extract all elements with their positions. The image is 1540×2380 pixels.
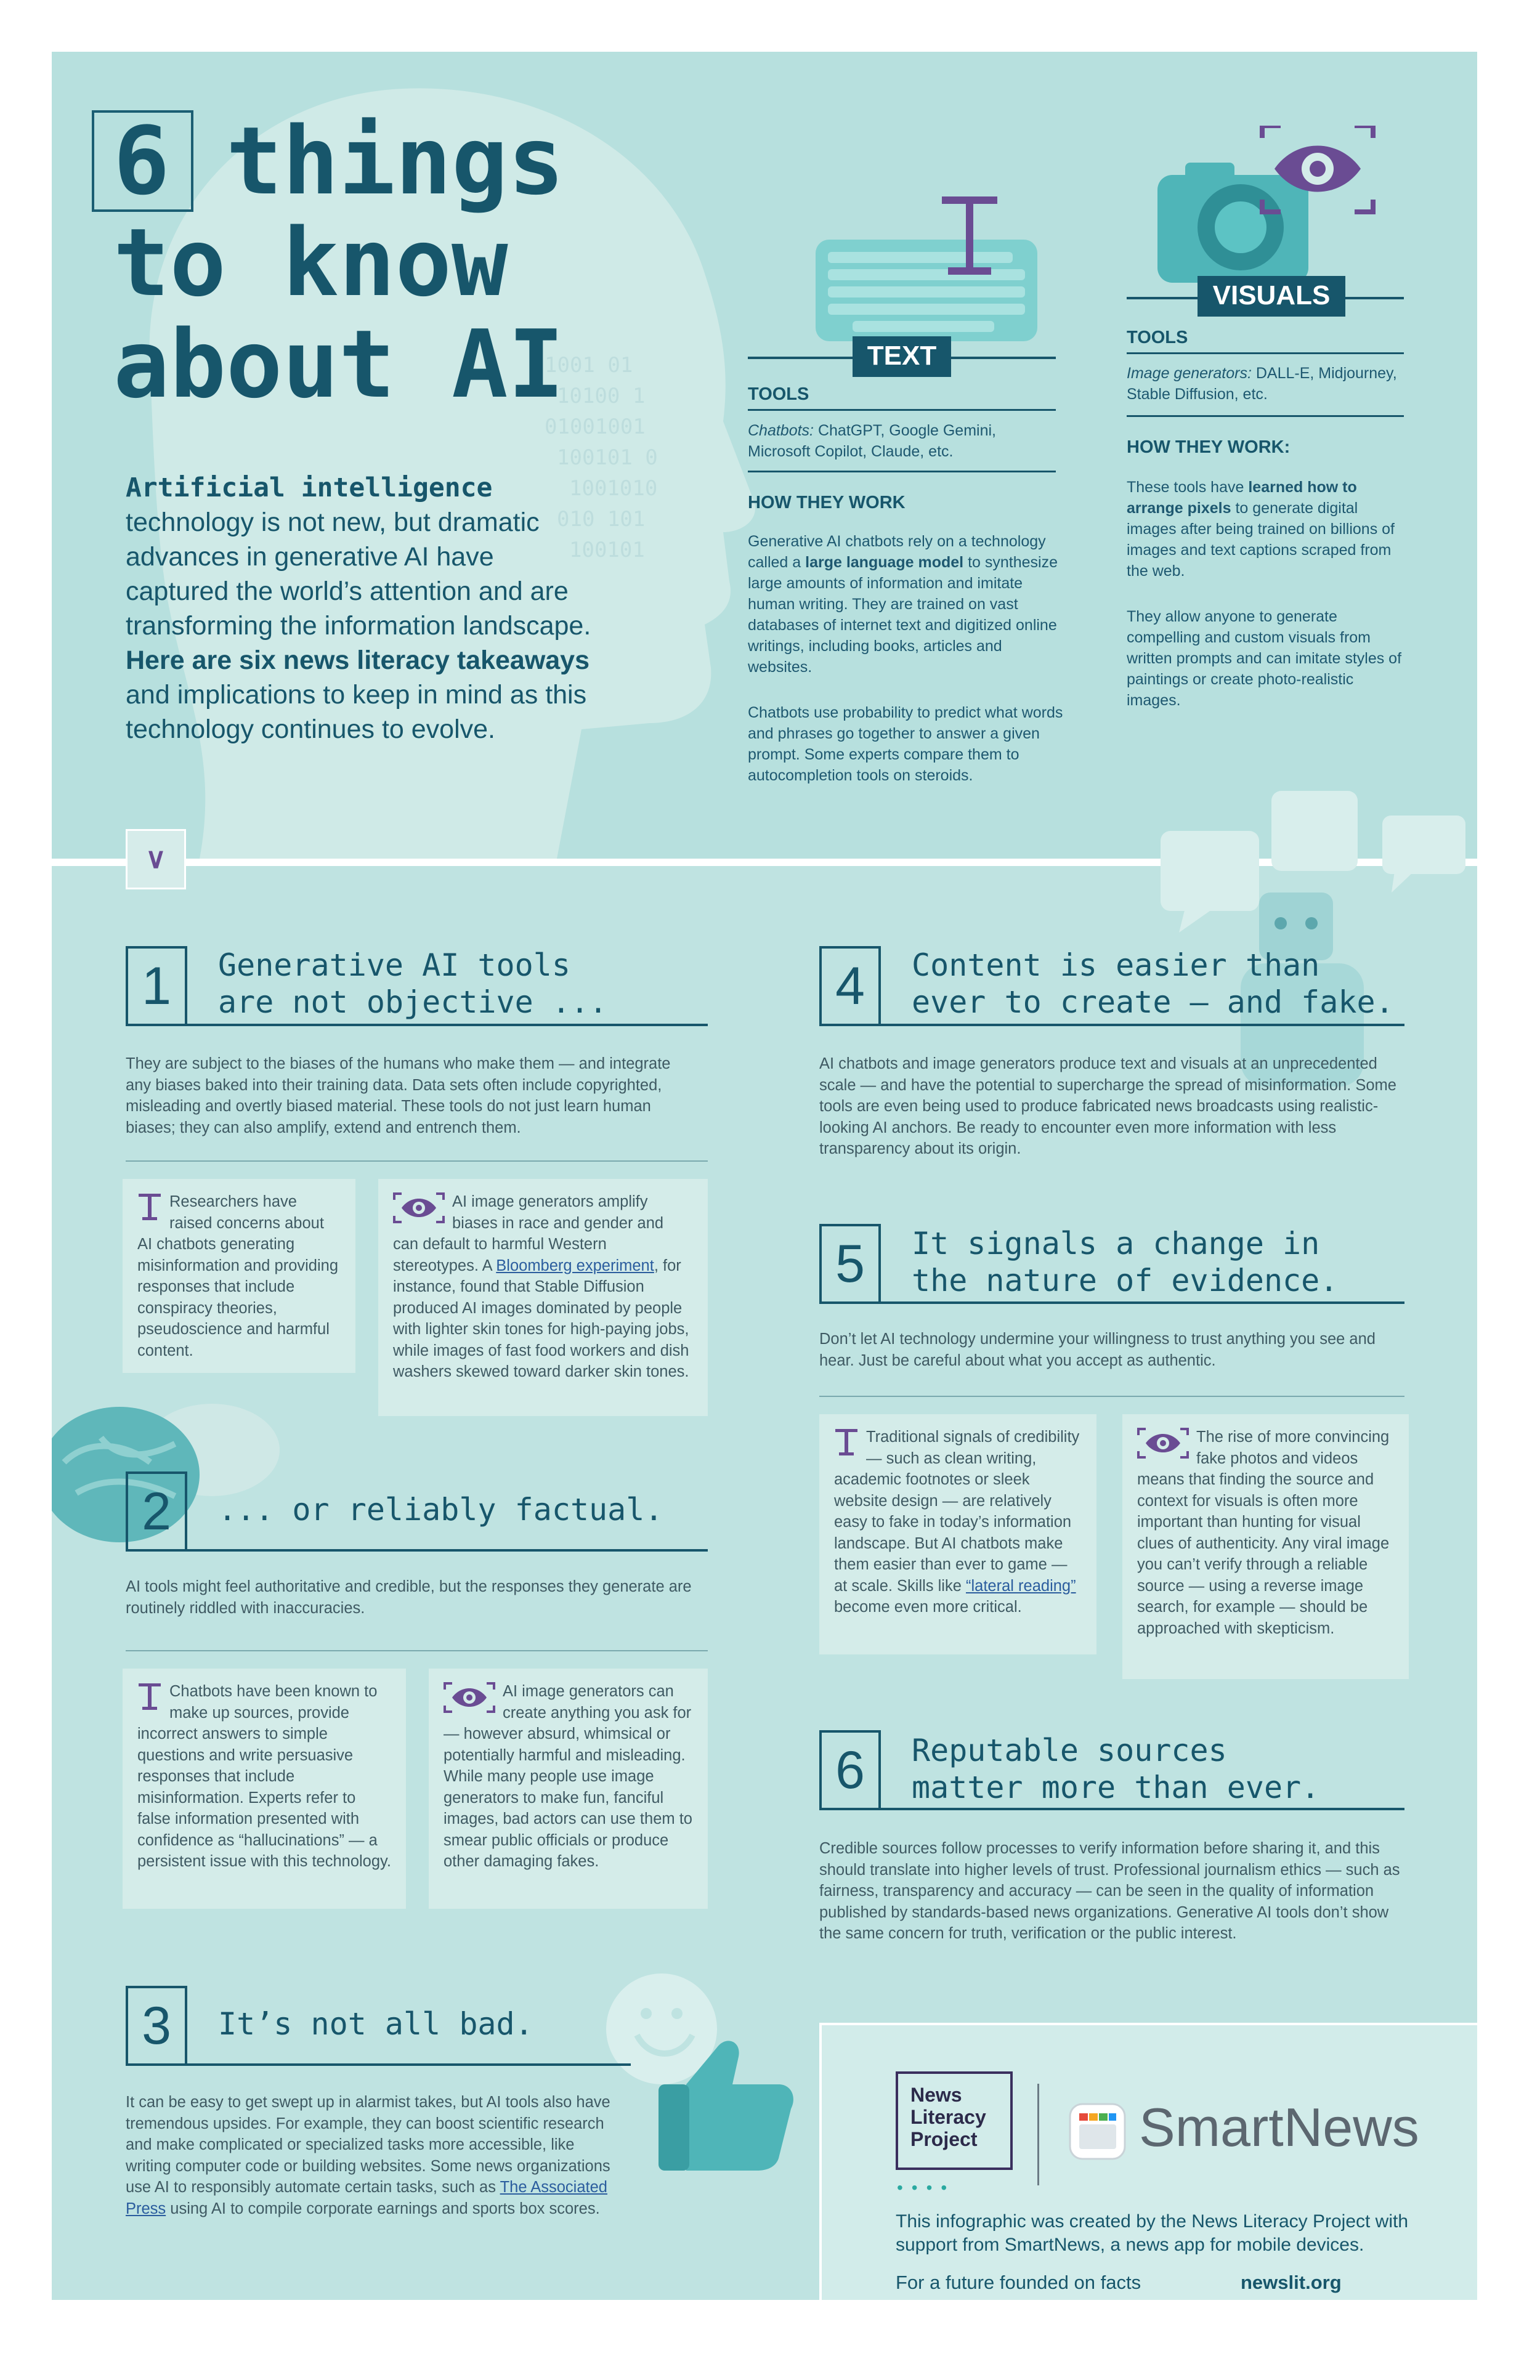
section-1-number: 1: [126, 946, 187, 1026]
svg-text:1001 01: 1001 01: [545, 353, 633, 378]
section-1-visual-card-text-a: AI image generators amplify biases in race and gender and can default to harmful Western stereotypes. A: [393, 1193, 664, 1274]
footer-tagline: For a future founded on facts: [896, 2272, 1141, 2293]
bloomberg-experiment-link[interactable]: Bloomberg experiment: [496, 1257, 654, 1274]
section-2-rule: [126, 1549, 708, 1552]
infographic-poster: [52, 52, 1477, 2300]
section-5-text-card-b: become even more critical.: [834, 1598, 1022, 1616]
section-4-rule: [819, 1024, 1404, 1026]
section-6-number: 6: [819, 1730, 881, 1810]
text-tools-names: ChatGPT, Google Gemini, Microsoft Copilot, Claude, etc.: [748, 422, 996, 460]
keyboard-illustration: [809, 190, 1044, 350]
section-3-body-b: using AI to compile corporate earnings and sports box scores.: [166, 2200, 600, 2217]
section-1-visual-card-text-b: , for instance, found that Stable Diffusion produced AI images dominated by people with lighter skin tones for high-paying jobs, while images of fast food workers and dish washers skewed toward darker skin tones.: [393, 1257, 689, 1380]
svg-text:10100 1: 10100 1: [557, 384, 646, 408]
text-badge: TEXT: [853, 336, 951, 377]
section-4-body: AI chatbots and image generators produce text and visuals at an unprecedented scale — and have the potential to supercharge the spread of misinformation. Some tools are even being used to produce fabricated news broadcasts using realistic-looking AI anchors. Be ready to encounter even more information with less transparency about its origin.: [819, 1055, 1396, 1157]
footer-credit: This infographic was created by the News Literacy Project with support from SmartNews, a news app for mobile devices.: [896, 2211, 1409, 2255]
section-6-title: Reputable sources matter more than ever.: [912, 1733, 1320, 1805]
nlp-logo-text: News Literacy Project: [910, 2084, 986, 2150]
text-cursor-icon: [137, 1192, 162, 1221]
text-how-paragraph-2: Chatbots use probability to predict what words and phrases go together to answer a given prompt. Some experts compare them to autocompletion tools on steroids.: [748, 704, 1063, 784]
visuals-badge: VISUALS: [1198, 276, 1345, 317]
page-title: [113, 107, 668, 419]
section-5-separator: [819, 1396, 1404, 1397]
svg-text:100101: 100101: [569, 538, 645, 562]
svg-text:100101 0: 100101 0: [557, 445, 658, 470]
eye-icon: [1137, 1428, 1189, 1459]
visuals-tools-heading: TOOLS: [1127, 328, 1188, 347]
title-text: things to know about AI: [113, 107, 565, 419]
visuals-how-paragraph-2: They allow anyone to generate compelling and custom visuals from written prompts and can imitate styles of paintings or create photo-realistic images.: [1127, 608, 1402, 709]
text-how-p1a: Generative AI chatbots rely on a technology called a: [748, 533, 1046, 571]
section-2-title: ... or reliably factual.: [218, 1492, 663, 1528]
svg-text:01001001: 01001001: [545, 415, 646, 439]
section-3-title: It’s not all bad.: [218, 2006, 533, 2042]
section-1-body: They are subject to the biases of the humans who make them — and integrate any biases baked into their training data. Data sets often include copyrighted, misleading and overtly biased material. These tools do not just learn human biases; they can also amplify, extend and entrench them.: [126, 1055, 671, 1136]
section-3-body-a: It can be easy to get swept up in alarmist takes, but AI tools also have tremendous upsides. For example, they can boost scientific research and make complicated or specialized tasks more accessible, like writing computer code or building websites. Some news organizations use AI to responsibly automate certain tasks, such as: [126, 2094, 610, 2196]
text-tools-list: [748, 420, 1056, 462]
visuals-tools-list: [1127, 363, 1404, 405]
eye-icon: [393, 1192, 445, 1223]
text-how-heading: HOW THEY WORK: [748, 493, 906, 512]
visuals-how-rule: [1127, 415, 1404, 417]
visuals-tools-names: DALL-E, Midjourney, Stable Diffusion, etc.: [1127, 365, 1397, 403]
intro-paragraph: [126, 471, 594, 747]
text-how-p1c: to synthesize large amounts of information and imitate human writing. They are trained on vast databases of internet text and digitized online writings, including books, articles and websites.: [748, 554, 1058, 676]
section-5-body: Don’t let AI technology undermine your willingness to trust anything you see and hear. Just be careful about what you accept as authentic.: [819, 1330, 1376, 1369]
section-2-visual-card-body: AI image generators can create anything you ask for — however absurd, whimsical or potentially harmful and misleading. While many people use image generators to make fun, fanciful images, bad actors can use them to smear public officials or produce other damaging fakes.: [444, 1683, 692, 1870]
section-6-rule: [819, 1808, 1404, 1810]
text-how-rule: [748, 471, 1056, 472]
section-1-separator: [126, 1160, 708, 1162]
section-1-text-card: [123, 1179, 355, 1373]
section-3-rule: [126, 2063, 631, 2066]
news-literacy-project-logo[interactable]: [896, 2071, 1013, 2170]
intro-lead: Artificial intelligence: [126, 472, 493, 503]
text-tools-rule: [748, 409, 1056, 411]
svg-text:1001010: 1001010: [569, 476, 658, 501]
visuals-how-heading: HOW THEY WORK:: [1127, 437, 1291, 457]
text-cursor-icon: [137, 1682, 162, 1710]
section-5-text-card-a: Traditional signals of credibility — such as clean writing, academic footnotes or sleek website design — are relatively easy to fake in today’s information landscape. But AI chatbots make them easier than ever to game — at scale. Skills like: [834, 1428, 1080, 1595]
smartnews-app-icon: [1068, 2102, 1127, 2161]
logo-dots-icon: ••••: [897, 2178, 956, 2197]
lateral-reading-link[interactable]: “lateral reading”: [966, 1577, 1076, 1595]
section-1-rule: [126, 1024, 708, 1026]
visuals-tools-rule: [1127, 352, 1404, 354]
associated-press-link[interactable]: The Associated Press: [126, 2179, 607, 2217]
intro-bold: Here are six news literacy takeaways: [126, 646, 590, 675]
section-2-number: 2: [126, 1471, 187, 1552]
section-2-text-card-body: Chatbots have been known to make up sources, provide incorrect answers to simple questions and write persuasive responses that include misinformation. Experts refer to false information presented with confidence as “hallucinations” — a persistent issue with this technology.: [137, 1683, 391, 1870]
section-4-number: 4: [819, 946, 881, 1026]
intro-text-1: technology is not new, but dramatic advances in generative AI have captured the world’s attention and are transforming the information landscape.: [126, 508, 591, 641]
eye-icon: [444, 1682, 495, 1713]
chevron-down-icon[interactable]: ∨: [126, 829, 186, 889]
camera-illustration: [1148, 126, 1407, 298]
smartnews-logo[interactable]: SmartNews: [1139, 2097, 1419, 2158]
title-number: 6: [113, 107, 170, 216]
section-4-title: Content is easier than ever to create — and fake.: [912, 947, 1394, 1020]
section-2-body: AI tools might feel authoritative and credible, but the responses they generate are routinely riddled with inaccuracies.: [126, 1578, 692, 1617]
visuals-tools-label: Image generators:: [1127, 365, 1252, 382]
text-tools-heading: TOOLS: [748, 384, 809, 404]
section-5-rule: [819, 1301, 1404, 1304]
section-1-title: Generative AI tools are not objective ...: [218, 947, 608, 1020]
footer-url-link[interactable]: newslit.org: [1241, 2272, 1342, 2293]
text-tools-label: Chatbots:: [748, 422, 814, 439]
intro-text-2: and implications to keep in mind as this technology continues to evolve.: [126, 680, 587, 744]
thumbs-up-illustration: [594, 1961, 816, 2183]
text-how-p1b: large language model: [805, 554, 964, 571]
visuals-how-p1b: learned how to arrange pixels: [1127, 479, 1357, 517]
section-1-visual-card: [378, 1179, 708, 1416]
text-how-paragraph-1: [748, 531, 1068, 678]
svg-text:010 101: 010 101: [557, 507, 646, 532]
text-cursor-icon: [834, 1428, 859, 1456]
section-5-visual-card-body: The rise of more convincing fake photos and videos means that finding the source and context for visuals is often more important than hunting for visual clues of authenticity. Any viral image you can’t verify through a reliable source — using a reverse image search, for example — should be approached with skepticism.: [1137, 1428, 1390, 1637]
section-5-text-card: [819, 1414, 1096, 1654]
section-2-separator: [126, 1650, 708, 1651]
logo-separator: [1037, 2084, 1039, 2185]
section-6-body: Credible sources follow processes to verify information before sharing it, and this should translate into higher levels of trust. Professional journalism ethics — such as fairness, transparency and accuracy — can be seen in the quality of information published by standards-based news organizations. Generative AI tools don’t show the same concern for truth, verification or the public interest.: [819, 1840, 1400, 1942]
section-5-number: 5: [819, 1224, 881, 1304]
section-5-visual-card: [1122, 1414, 1409, 1679]
section-3-number: 3: [126, 1986, 187, 2066]
section-2-visual-card: [429, 1669, 708, 1909]
footer-panel: [819, 2023, 1477, 2300]
section-3-body: [126, 2092, 618, 2219]
section-2-text-card: [123, 1669, 406, 1909]
section-5-title: It signals a change in the nature of evidence.: [912, 1226, 1339, 1298]
visuals-how-p1c: to generate digital images after being trained on billions of images and text captions scraped from the web.: [1127, 500, 1395, 580]
visuals-how-paragraph-1: [1127, 477, 1410, 581]
robot-chat-bubbles-illustration: [1148, 791, 1469, 1087]
section-1-text-card-body: Researchers have raised concerns about AI chatbots generating misinformation and providing responses that include conspiracy theories, pseudoscience and harmful content.: [137, 1193, 338, 1359]
visuals-how-p1a: These tools have: [1127, 479, 1249, 496]
